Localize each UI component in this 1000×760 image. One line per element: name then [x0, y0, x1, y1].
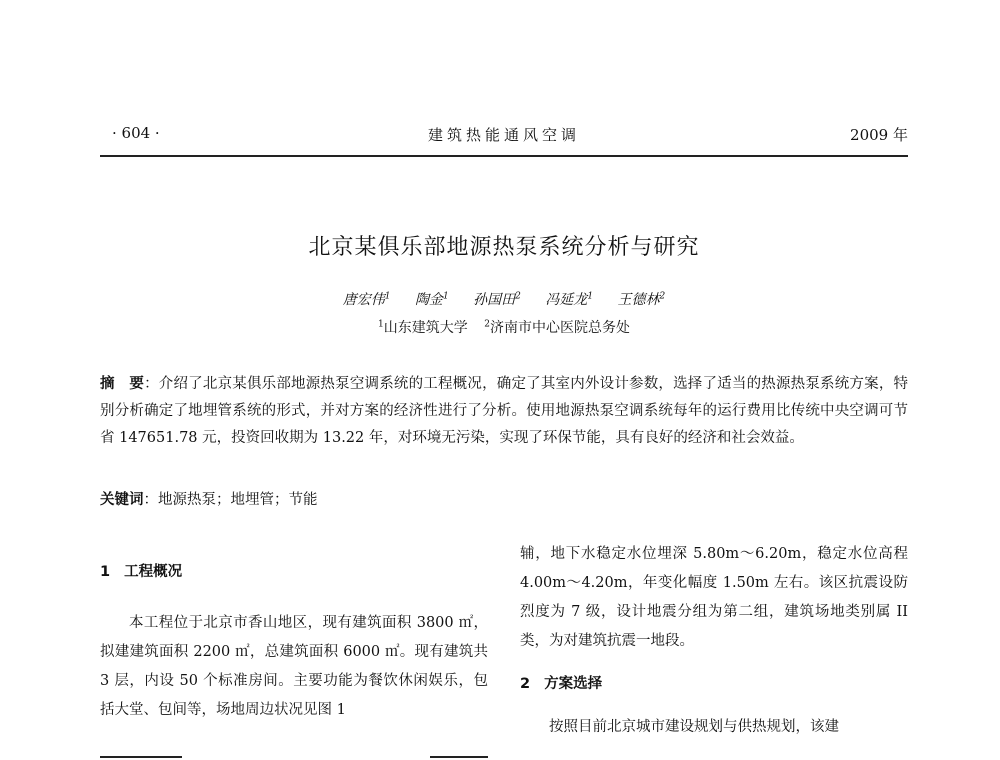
author: 冯延龙$^1$	[545, 291, 594, 308]
figure-border	[430, 756, 488, 758]
author: 陶金$^1$	[414, 291, 449, 308]
publication-year: 2009 年	[850, 126, 908, 144]
section-heading: 2 方案选择	[520, 676, 603, 692]
affiliation: $^2$济南市中心医院总务处	[484, 319, 630, 336]
author: 唐宏伟$^1$	[342, 291, 391, 308]
affiliation-list	[100, 317, 908, 337]
article-title: 北京某俱乐部地源热泵系统分析与研究	[308, 235, 700, 260]
keywords-label: 关键词	[100, 492, 144, 508]
abstract: 摘 要：介绍了北京某俱乐部地源热泵空调系统的工程概况，确定了其室内外设计参数，选择了适当的热源热泵系统方案，特别分析确定了地埋管系统的形式，并对方案的经济性进行了分析。使用地源热泵空调系统每年的运行费用比传统中央空调可节省 147651.78 元，投资回收期为 13.22 年，对环境无污染，实现了环保节能，具有良好的经济和社会效益。	[100, 376, 909, 446]
section-heading: 1 工程概况	[100, 564, 183, 580]
header-rule	[100, 155, 908, 157]
body-paragraph: 按照目前北京城市建设规划与供热规划，该建	[549, 719, 839, 735]
keywords-text: 地源热泵；地埋管；节能	[158, 492, 318, 508]
left-column	[100, 558, 488, 725]
body-paragraph: 辅，地下水稳定水位埋深 5.80m～6.20m，稳定水位高程 4.00m～4.20m，年变化幅度 1.50m 左右。该区抗震设防烈度为 7 级，设计地震分组为第二组，建筑场地类别属 II 类，为对建筑抗震一地段。	[520, 546, 908, 649]
right-column	[520, 540, 908, 742]
journal-name: 建筑热能通风空调	[427, 126, 580, 144]
affiliation: $^1$山东建筑大学	[378, 319, 468, 336]
running-header	[100, 124, 908, 150]
author-list	[100, 289, 908, 309]
author: 孙国田$^2$	[473, 291, 521, 308]
abstract-text: 介绍了北京某俱乐部地源热泵空调系统的工程概况，确定了其室内外设计参数，选择了适当的热源热泵系统方案，特别分析确定了地埋管系统的形式，并对方案的经济性进行了分析。使用地源热泵空调系统每年的运行费用比传统中央空调可节省 147651.78 元，投资回收期为 13.22 年，对环境无污染，实现了环保节能，具有良好的经济和社会效益。	[100, 376, 909, 446]
figure-border	[100, 756, 182, 758]
body-paragraph: 本工程位于北京市香山地区，现有建筑面积 3800 ㎡，拟建建筑面积 2200 ㎡，总建筑面积 6000 ㎡。现有建筑共 3 层，内设 50 个标准房间。主要功能为餐饮休闲娱乐，包括大堂、包间等，场地周边状况见图 1	[100, 615, 488, 718]
abstract-label: 摘 要	[100, 376, 145, 392]
page-number: · 604 ·	[112, 124, 160, 142]
author: 王德林$^2$	[617, 291, 666, 308]
keywords: 关键词：地源热泵；地埋管；节能	[100, 492, 318, 508]
